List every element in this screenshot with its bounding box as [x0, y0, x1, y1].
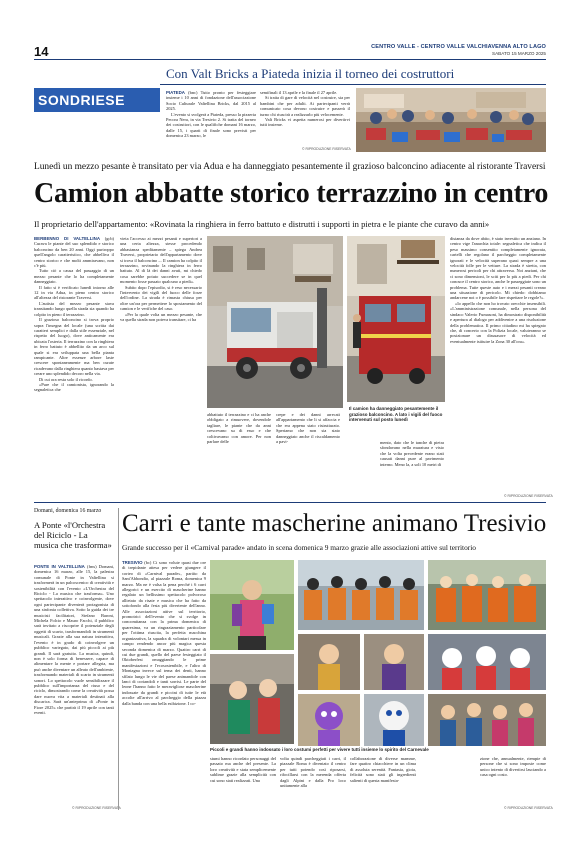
- dateline: BERBENNO DI VALTELLINA: [34, 236, 105, 241]
- body-text: semifinali il 13 aprile e la finale il 27 aprile.: [260, 90, 338, 95]
- body-text: distanza da dove abito, è stato investito un anziano. In centro vige l'anarchia totale: segnaletica che indica il peso massimo consentito completamente ignorata, cartelli che regolano il parcheggio completamente ignorati e le velocità superano quasi sempre a una velocità folle per le vetture. La strada è stretta, con numerosi pericoli per chi attraversa. Noi anziani, che ci sono dimensioni, le sciti per lo più a piedi. Per chi conosce il centro storico, anche le passeggiate sono un problema. Tutte queste auto e i mezzi pesanti creano una situazione di pericolo. Mi chiedo: dobbiamo andarcene noi o è possibile fare rispettare le regole?».: [450, 236, 546, 301]
- body-text: zione che, annualmente, riempie di persone che si sono imposte come unico intento di divertirsi lasciando a casa ogni costo.: [480, 756, 546, 778]
- publication-name: CENTRO VALLE - CENTRO VALLE VALCHIAVENNA ALTO LAGO: [371, 44, 546, 50]
- issue-date: SABATO 15 MARZO 2025: [492, 51, 546, 56]
- body-text: Il fatto si è verificato lunedì intorno alle 12 in via Adua, in pieno centro storico all'altezza del ristorante Traversi.: [34, 284, 114, 301]
- left-kicker: Domani, domenica 16 marzo: [34, 508, 102, 514]
- carnival-photo-10: [428, 694, 546, 746]
- body-text: Domani, domenica 16 marzo, alle 15, la palestra comunale di Ponte in Valtellina si trasformerà in un palcoscenico di creatività e sostenibilità con l'evento «L'Orchestra del Riciclo - La musica che trasforma». Uno spettacolo interattivo e coinvolgente, dove ogni partecipante diventerà protagonista di una sinfonia collettiva. Sotto la guida dei tre musicisti facilitatori, Stefano Baroni, Michela Folcio e Mauro Facchi, il pubblico sarà invitato a riscoprire il potenziale degli oggetti di scarto, trasformandoli in strumenti musicali. Grazie alla sua natura interattiva, l'evento è in grado di coinvolgere un pubblico variegato, dai più piccoli ai più grandi. Il sarà gratuito. La musica, quindi, non è solo forma di benessere, capace di alimentare la mente e portare allegria, ma può anche diventare un alleato dell'ambiente, trasformando materiali di scarto in strumenti sonori. Lo spettacolo vuole sensibilizzare il pubblico sull'importanza del riuso e del riciclo, dimostrando come la creatività possa dare nuova vita a materiali destinati alla discarica. Sarà un'anteprima di «Ponte in Fiore 2025» che partirà il 19 aprile con tanti eventi.: [34, 564, 114, 715]
- copyright-credit: © RIPRODUZIONE RISERVATA: [72, 806, 121, 810]
- column-divider: [118, 508, 119, 810]
- main-column-6: [450, 236, 546, 494]
- carnival-column-5: [480, 756, 546, 804]
- carnival-photo-4: [210, 654, 294, 744]
- main-column-1: [34, 236, 114, 498]
- section-label: SONDRIESE: [34, 88, 160, 112]
- body-text: collaborazione di diverse mamme, fare quattro chiacchiere in un clima di assoluta serenità. Fantasia, gioia, felicità sono stati gli ingredienti salienti di questa manifesta-: [350, 756, 416, 783]
- carnival-photo-2: [298, 560, 424, 630]
- photo-caption: Piccoli e grandi hanno indossato i loro costumi perfetti per vivere tutti insieme lo spirito del Carnevale: [210, 747, 429, 752]
- carnival-column-1: [122, 560, 206, 810]
- headline-rule: [160, 84, 546, 85]
- section-divider: [34, 502, 546, 503]
- author-tag: (bc): [144, 560, 154, 565]
- body-text: Curava le piante del suo splendido e storico balconcino da ben 20 anni. Oggi purtroppo quell'angolo caratteristico, che abbelliva il centro storico e che molti ammiravano, non c'è più.: [34, 241, 114, 269]
- body-text: Ci sono volute quasi due ore di trepidante attesa per vedere giungere il corteo di «Carnival parade», partito da Sant'Abbondio, al piazzale Roma, domenica 9 marzo. Ma ne è valsa la pena perché i 6 carri allegorici e un esercito di mascherine hanno regalato un bellissimo spettacolo polvoroso allietato da risate e musica che ha fatto da sottofondo alla festa più divertente dell'anno. Alle associazioni attive sul territorio, promotrici dell'evento che si svolge in concomitanza con la prima domenica di quaresima, va un ringraziamento particolare per l'ottima riuscita, la perfetta macchina organizzativa, la squadra di volontari messa in campo rendendo ancor più magica questa seconda domenica di marzo. Quattro carri di cui due grandi, quello del paese festeggiato il Oktoberfest omaggiando le prime manifestazioni e l'ecosostenibile, e l'altro di Montagna invece sul tema dei denti, hanno sfilato lungo le vie del paese animandole con lanci di coriandoli e tanti sorrisi. Le parte del leone l'hanno fatto le meravigliose mascherine indossate da grandi e piccini di tutte le età accolte all'arrivo al parcheggio della piazza dalla banda con una bella esibizione. I co-: [122, 560, 206, 706]
- left-headline: A Ponte «l'Orchestra del Riciclo - La musica che trasforma»: [34, 520, 112, 550]
- main-column-3: [207, 412, 271, 498]
- body-text: «Per la quale volta un mezzo pesante, che va quella strada non poteva transitare, ci ha: [120, 311, 202, 323]
- photo-caption: Il camion ha danneggiato pesantemente il grazioso balconcino. A lato i vigili del fuoco intervenuti sul posto lunedì: [349, 406, 443, 423]
- main-column-5: [380, 440, 444, 498]
- firefighters-photo: [347, 236, 445, 402]
- body-text: Il grazioso balconcino si trova proprio sopra l'insegna del locale (una scritta dai caratteri semplici e dalla stile essenziale, nel rispetto del luogo), dove anticamente era ubicata l'osteria. Il terrazzino con la ringhiera in ferro battuto è abbellito da un arco sul quale si era sviluppata una bella pianta rampicante. Altre essenze arbore laste crescere spontaneamente ma ben curate ricadevano dalla ringhiera quanto bastava per creare uno splendido decoro nella via.: [34, 317, 114, 377]
- copyright-credit: © RIPRODUZIONE RISERVATA: [504, 806, 553, 810]
- body-text: Tutto ciò a causa del passaggio di un mezzo pesante che lo ha completamente danneggiato.: [34, 268, 114, 285]
- carnival-photo-7: [428, 634, 546, 690]
- main-subhead: Il proprietario dell'appartamento: «Rovinata la ringhiera in ferro battuto e distrutti i supporti in pietra e le piante che curavo da anni»: [34, 219, 490, 229]
- truck-photo: [207, 236, 343, 408]
- carnival-headline: Carri e tante mascherine animano Tresivio: [122, 510, 547, 537]
- page-header: [34, 44, 546, 60]
- body-text: «Io appello che non ho trovato orecchie insensibili. «L'amministrazione comunale, nella persona del sindaco Valerio Fumasoni, ha dimostrato disponibilità e apertura al dialogo per addivenire a una risoluzione della problematica. Il primo cittadino mi ha spiegato che, di concerto con la Polizia locale, valuteranno se posizionare un dissuasore di velocità ed eventualmente istituire la Zona 30 all'ora».: [450, 300, 546, 344]
- body-text: Valt Bricks vi aspetta numerosi per divertirvi tutti insieme.: [260, 117, 350, 128]
- carnival-column-3: [280, 756, 346, 810]
- body-text: Di cui ora resta solo il ricordo.: [39, 376, 93, 382]
- body-text: abbattuto il terrazzino e ci ha anche obbligato a rimuovere, dovendole tagliare, le piante che da anni crescevano su di esso e che coltivavamo con amore. Per non parlare delle: [207, 412, 271, 445]
- author-tag: (gcb): [104, 236, 114, 241]
- body-text: «Pure che il camionista, ignorando la segnaletica che: [34, 381, 114, 393]
- body-text: L'evento si svolgerà a Piateda, presso la pizzeria Pecora Nera, in via Tresivio 2. Si tratta del torneo dei costruttori, con le qualifiche domani 16 marzo, dalle 15, i quarti di finale sono previsti per domenica 23 marzo, le: [166, 111, 256, 139]
- main-headline: Camion abbatte storico terrazzino in centro: [34, 178, 549, 209]
- bricks-headline: Con Valt Bricks a Piateda inizia il torneo dei costruttori: [166, 66, 455, 81]
- section-block: [34, 66, 160, 144]
- header-masthead: [371, 44, 546, 56]
- carnival-column-2: [210, 756, 276, 810]
- dateline: PIATEDA: [166, 90, 189, 95]
- bricks-photo: [356, 88, 546, 152]
- left-column: [34, 564, 114, 804]
- carnival-photo-8: [298, 694, 360, 746]
- body-text: mento, dato che le tanche di pietra sfondavano nella muratura e visto che la volta precedente erano stati causati danni pure al pavimento interno. Meno la, a soli 10 metri di: [380, 440, 444, 467]
- carnival-photo-3: [428, 560, 546, 630]
- dateline: TRESIVIO: [122, 560, 145, 565]
- carnival-column-4: [350, 756, 416, 810]
- body-text: stumi hanno ricordato personaggi del passato ma anche del presente. La loro creatività e stata semplicemente sublime grazie alla semplicità con cui sono stati realizzati. Una: [210, 756, 276, 783]
- carnival-photo-5: [298, 634, 360, 690]
- carnival-subhead: Grande successo per il «Carnival parade» andato in scena domenica 9 marzo grazie alle associazioni attive sul territorio: [122, 543, 476, 552]
- body-text: Si tratta di gare di velocità nel costruire, sia per bambini che per adulti. Ai partecipanti verrà comunicato cosa devono costruire e passerà il turno chi riuscirà a realizzarlo più velocemente.: [260, 95, 350, 117]
- body-text: vieta l'accesso ai mezzi pesanti e superiori a una certa altezza, stesse procedendo abbastanza speditamente – spiega Andrea Traversi, proprietario dell'appartamento dove si trova il balconcino –. Il camion ha colpito il terrazzino, rovinando la ringhiera in ferro battuto. Al di là dei danni avuti, mi chiedo cosa sarebbe potuto succedere se in quel momento fosse passato qualcuno a piedi».: [120, 236, 202, 285]
- page-number: 14: [34, 44, 49, 59]
- main-kicker: Lunedì un mezzo pesante è transitato per via Adua e ha danneggiato pesantemente il grazioso balconcino adiacente al ristorante Traversi: [34, 162, 546, 172]
- dateline: PONTE IN VALTELLINA: [34, 564, 88, 569]
- copyright-credit: © RIPRODUZIONE RISERVATA: [504, 494, 553, 498]
- carnival-photo-1: [210, 560, 294, 650]
- body-text: Tutto pronto per festeggiare insieme i 10 anni di fondazione dell'associazione Socio Culturale Valtellina Bricks, dal 2015 al 2025.: [166, 90, 256, 112]
- main-column-4: [276, 412, 340, 498]
- body-text: L'autista del mezzo pesante stava transitando lungo quella strada sia quando ha colpito in pieno il terrazzino.: [34, 300, 114, 317]
- main-column-2: [120, 236, 202, 498]
- body-text: crepe e dei danni arrecati all'appartamento che li si affaccia e che era appena stato ristrutturato. Speriamo che non sia stato danneggiato anche il riscaldamento a pavi-: [276, 412, 340, 445]
- author-tag: (fms): [87, 564, 99, 569]
- body-text: volta quindi parcheggiati i carri, il piazzale Roma è diventato il centro per tutti potendo così riposarsi, rifocillarsi con la merenda offerta dagli Alpini e dalla Pro loco unitamente alla: [280, 756, 346, 789]
- carnival-photo-6: [364, 634, 424, 690]
- bricks-column-2: [260, 90, 350, 152]
- author-tag: (bnc): [188, 90, 201, 95]
- carnival-photo-9: [364, 694, 424, 746]
- body-text: Subito dopo l'episodio, si è reso necessario l'intervento dei vigili del fuoco delle forze dell'ordine. La strada è rimasta chiusa per oltre un'ora per permettere lo spostamento del camion e le verifiche del caso.: [120, 284, 202, 312]
- bricks-column-1: [166, 90, 256, 152]
- copyright-credit: © RIPRODUZIONE RISERVATA: [302, 147, 351, 151]
